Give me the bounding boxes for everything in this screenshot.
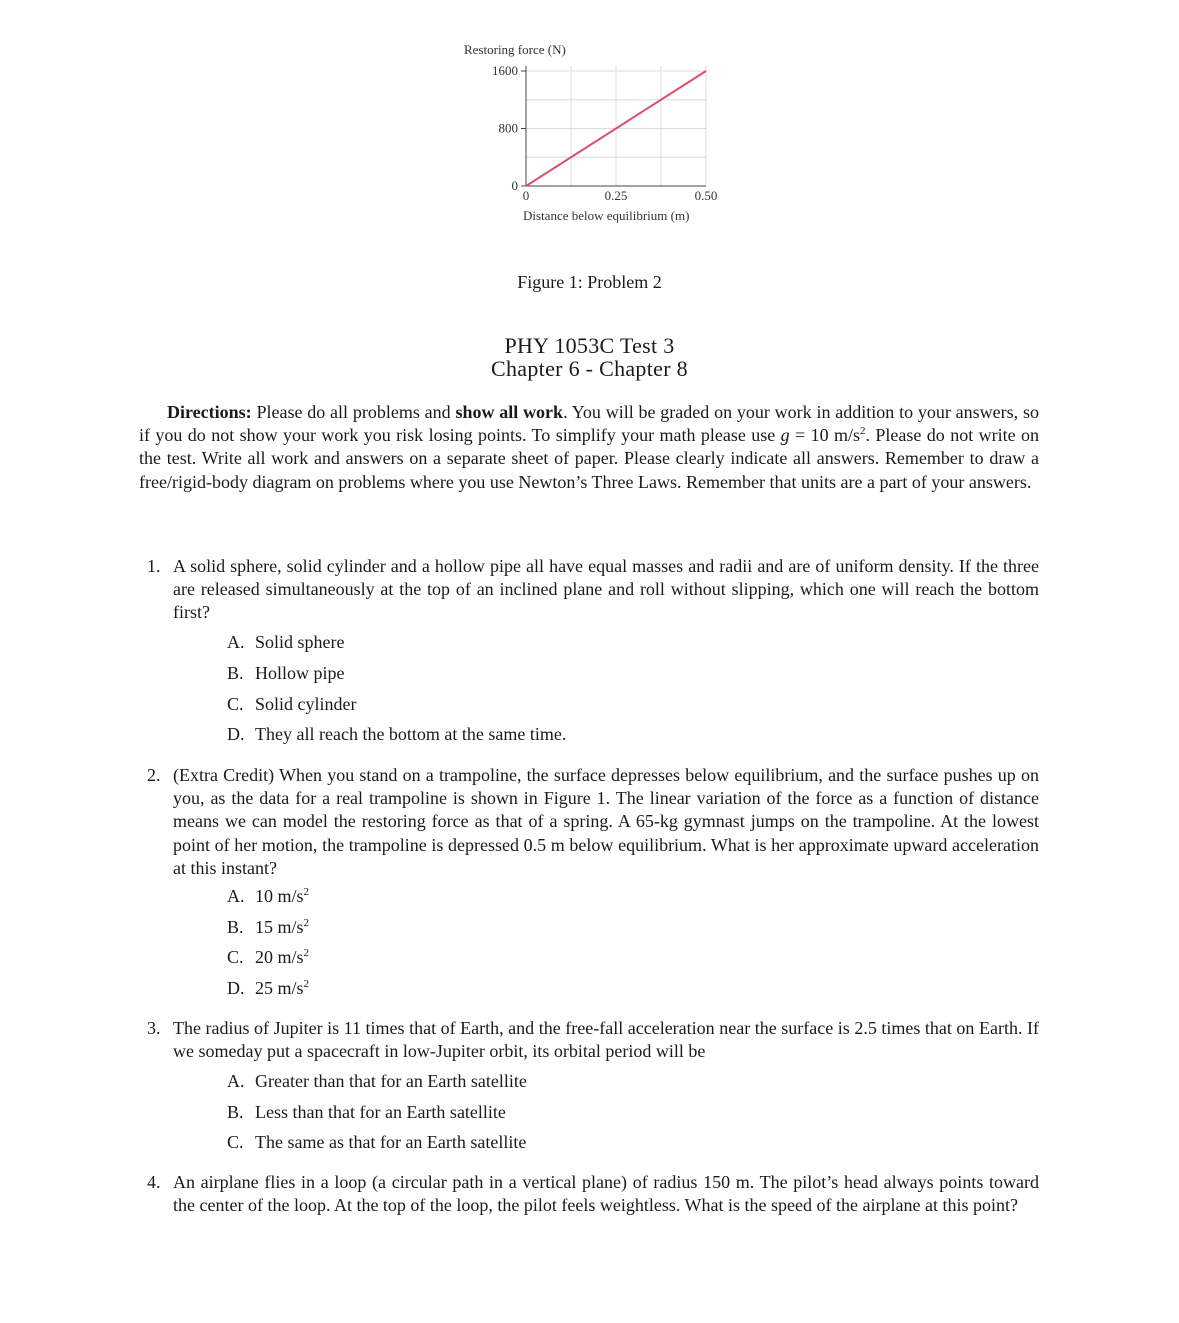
question-text: The radius of Jupiter is 11 times that of Earth, and the free-fall acceleration near the surface is 2.5 times that on Earth. If we someday put a spacecraft in low-Jupiter orbit, its orbital period will be — [173, 1018, 1039, 1062]
directions-text-1: Please do all problems and — [251, 402, 456, 422]
directions-label: Directions: — [167, 402, 252, 422]
x-tick-label: 0.50 — [694, 188, 718, 203]
question-number: 2. — [147, 765, 161, 785]
question-text: An airplane flies in a loop (a circular path in a vertical plane) of radius 150 m. The pilot’s head always points toward the center of the loop. At the top of the loop, the pilot feels weightless. What is the speed of the airplane at this point? — [173, 1172, 1039, 1216]
option-d: D. They all reach the bottom at the same time. — [227, 724, 567, 744]
option-a: A. Solid sphere — [227, 632, 345, 652]
directions-text-3: = 10 m/s — [789, 425, 861, 446]
question-4 — [147, 1171, 1039, 1217]
option-c: C. Solid cylinder — [227, 694, 357, 714]
question-2 — [147, 764, 1039, 880]
x-tick-label: 0 — [522, 188, 530, 203]
option-a: A. 10 $m/s^2$ — [227, 886, 310, 906]
question-3 — [147, 1017, 1039, 1063]
y-tick-label: 0 — [511, 178, 518, 193]
directions-text-4: . Please do not write on the test. Write all work and answers on a separate sheet of paper. Please clearly indicate all answers. Remember to draw a free/rigid-body diagram on problems where you use Newton’s Three Laws. Remember that units are a part of your answers. — [139, 425, 1039, 492]
y-tick-label: 1600 — [492, 63, 518, 78]
question-1 — [147, 555, 1039, 625]
question-number: 3. — [147, 1018, 161, 1038]
option-b: B. Hollow pipe — [227, 663, 345, 683]
directions-exponent: 2 — [860, 425, 866, 438]
x-axis-label: Distance below equilibrium (m) — [523, 208, 690, 223]
option-d: D. 25 $m/s^2$ — [227, 978, 310, 998]
test-title: PHY 1053C Test 3 — [504, 333, 675, 358]
option-c: C. 20 $m/s^2$ — [227, 947, 310, 967]
chart-svg — [450, 36, 740, 226]
question-text: (Extra Credit) When you stand on a trampoline, the surface depresses below equilibrium, and the surface pushes up on you, as the data for a real trampoline is shown in Figure 1. The linear variation of the force as a function of distance means we can model the restoring force as that of a spring. A 65-kg gymnast jumps on the trampoline. At the lowest point of her motion, the trampoline is depressed 0.5 m below equilibrium. What is her approximate upward acceleration at this instant? — [173, 765, 1039, 878]
y-axis-label: Restoring force (N) — [464, 42, 566, 57]
force-distance-chart — [450, 36, 740, 226]
question-number: 4. — [147, 1172, 161, 1192]
option-c: C. The same as that for an Earth satellite — [227, 1132, 527, 1152]
figure-caption: Figure 1: Problem 2 — [517, 272, 662, 292]
x-tick-label: 0.25 — [604, 188, 628, 203]
test-subtitle: Chapter 6 - Chapter 8 — [491, 356, 688, 381]
y-tick-label: 800 — [498, 120, 518, 136]
directions-text-2: . You will be graded on your work in addition to your answers, so if you do not show your work you risk losing points. To simplify your math please use — [139, 402, 1039, 446]
option-a: A. Greater than that for an Earth satellite — [227, 1071, 527, 1091]
directions-emphasis: show all work — [455, 402, 564, 422]
option-b: B. 15 $m/s^2$ — [227, 917, 310, 937]
option-b: B. Less than that for an Earth satellite — [227, 1102, 506, 1122]
question-number: 1. — [147, 556, 161, 576]
directions-paragraph — [139, 401, 1039, 494]
g-symbol: g — [780, 425, 790, 446]
question-text: A solid sphere, solid cylinder and a hollow pipe all have equal masses and radii and are of uniform density. If the three are released simultaneously at the top of an inclined plane and roll without slipping, which one will reach the bottom first? — [173, 556, 1039, 623]
